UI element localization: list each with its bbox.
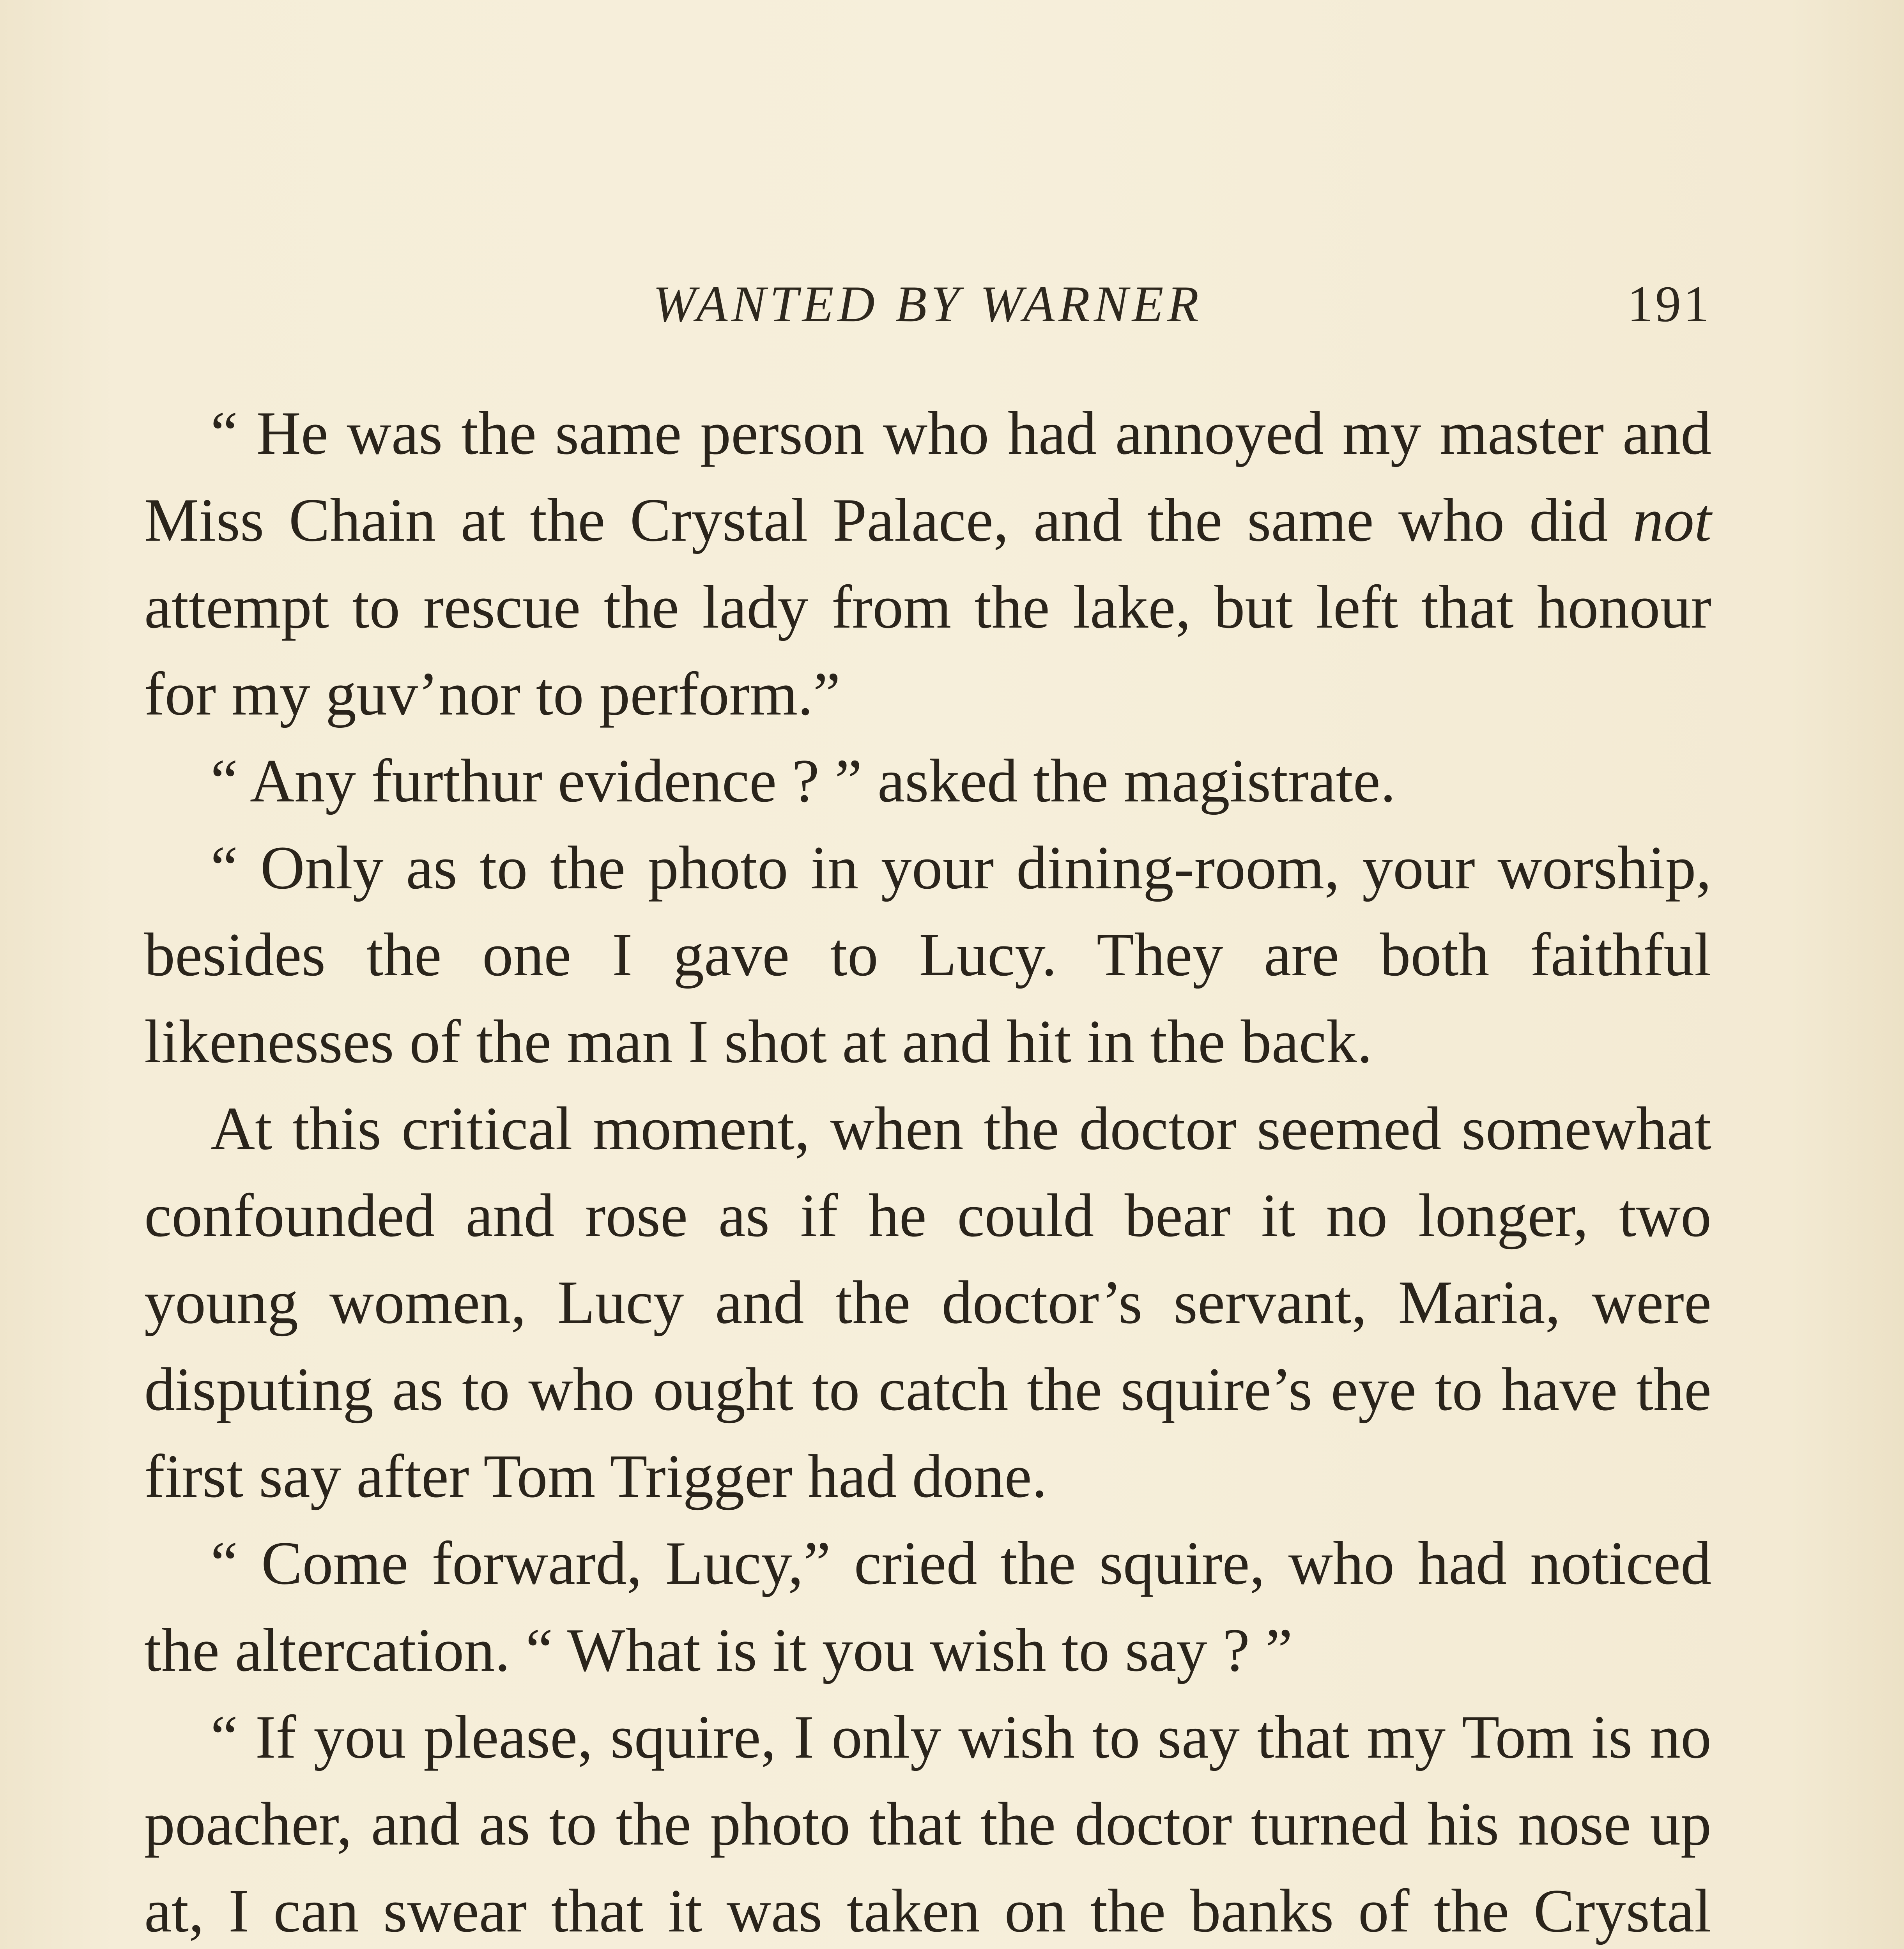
page-number: 191 <box>1627 275 1711 332</box>
emphasized-word: not <box>1633 486 1711 554</box>
paragraph-text: “ If you please, squire, I only wish to say that my Tom is no poacher, and as to the photo that the doctor turned his nose up at, I can swear that it was taken on the banks of the Crystal <box>144 1703 1711 1945</box>
paragraph <box>144 738 1711 824</box>
page-header <box>144 269 1711 339</box>
paragraph-text: “ He was the same person who had annoyed my master and Miss Chain at the Crystal Palace, and the same who did <box>144 399 1711 554</box>
paragraph-text: “ Only as to the photo in your dining-room, your worship, besides the one I gave to Lucy. They are both faithful likenesses of the man I shot at and hit in the back. <box>144 834 1711 1076</box>
paragraph-text: “ Come forward, Lucy,” cried the squire, who had noticed the altercation. “ What is it you wish to say ? ” <box>144 1529 1711 1684</box>
paragraph-text: attempt to rescue the lady from the lake, but left that honour for my guv’nor to perform.” <box>144 573 1711 728</box>
paragraph <box>144 1085 1711 1520</box>
paragraph <box>144 1520 1711 1694</box>
running-title: WANTED BY WARNER <box>653 275 1203 332</box>
paragraph-text: “ Any furthur evidence ? ” asked the magistrate. <box>211 747 1396 815</box>
paragraph <box>144 1694 1711 1949</box>
paragraph-text: At this critical moment, when the doctor seemed somewhat confounded and rose as if he could bear it no longer, two young women, Lucy and the doctor’s servant, Maria, were disputing as to who ought to catch the squire’s eye to have the first say after Tom Trigger had done. <box>144 1095 1711 1510</box>
paragraph <box>144 390 1711 738</box>
body-text <box>144 390 1711 1949</box>
paragraph <box>144 824 1711 1085</box>
